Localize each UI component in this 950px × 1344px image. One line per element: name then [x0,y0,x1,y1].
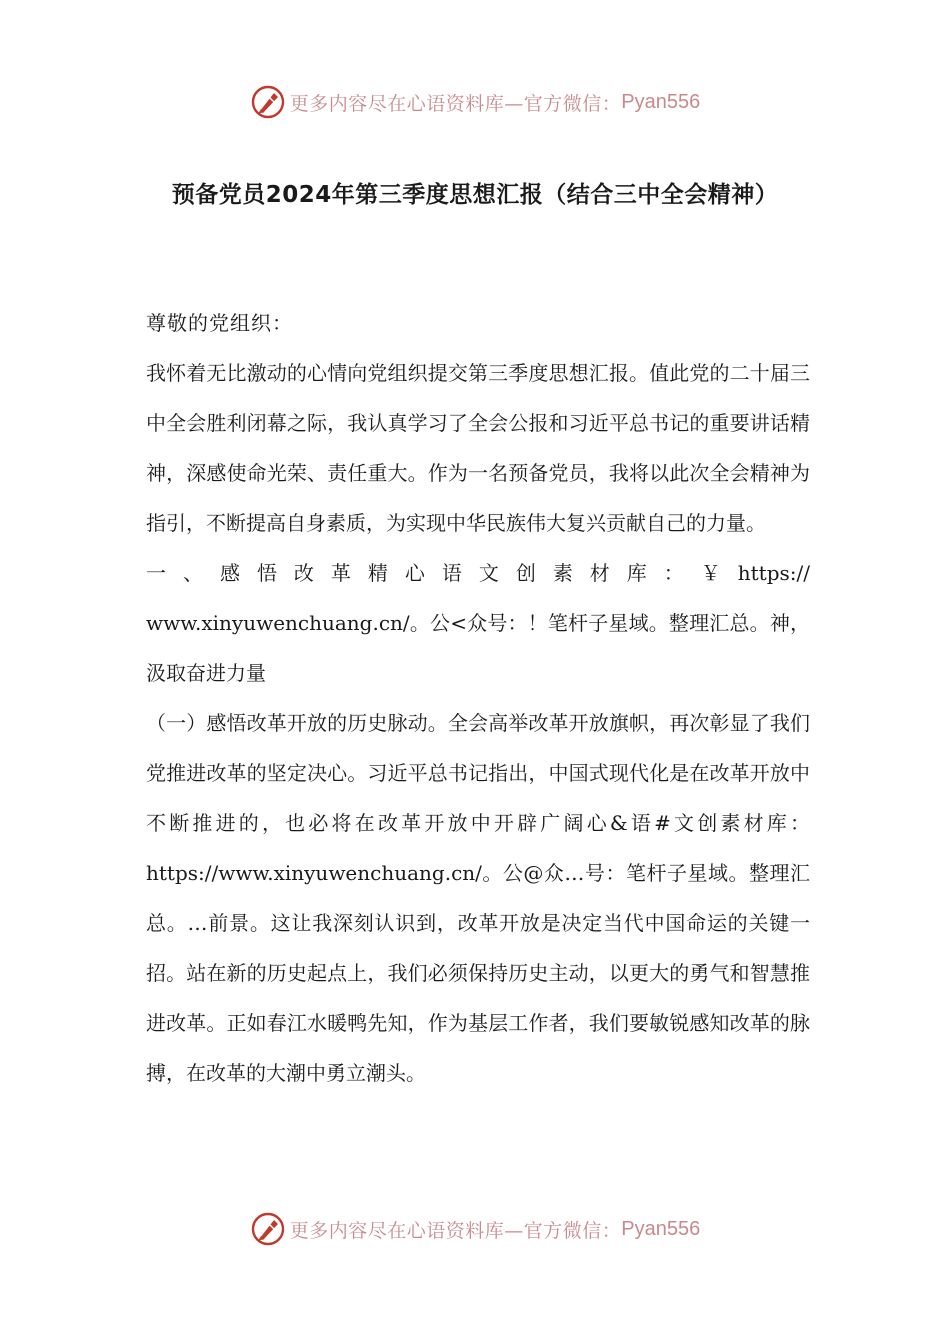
salutation: 尊敬的党组织： [146,311,293,335]
section-heading-1-line-1: 一 、 感 悟 改 革 精 心 语 文 创 素 材 库 ： ￥ https:// [146,561,810,585]
banner-text: 更多内容尽在心语资料库—官方微信： [289,1219,622,1242]
section-1-paragraph: （一）感悟改革开放的历史脉动。全会高举改革开放旗帜，再次彰显了我们党推进改革的坚定决心。习近平总书记指出，中国式现代化是在改革开放中不断推进的，也必将在改革开放中开辟广阔心&语#文创素材库：https://www.xinyuwenchuang.cn/。公@众…号：笔杆子星域。整理汇总。…前景。这让我深刻认识到，改革开放是决定当代中国命运的关键一招。站在新的历史起点上，我们必须保持历史主动，以更大的勇气和智慧推进改革。正如春江水暖鸭先知，作为基层工作者，我们要敏锐感知改革的脉搏，在改革的大潮中勇立潮头。 [146,711,810,1085]
footer-banner [0,1209,950,1249]
banner-text: 更多内容尽在心语资料库—官方微信： [289,92,622,115]
document-body [146,298,810,1098]
section-heading-1-line-2: www.xinyuwenchuang.cn/。公<众号：！笔杆子星域。整理汇总。神，汲取奋进力量 [146,611,810,685]
wechat-id: Pyan556 [621,90,701,113]
document-title: 预备党员2024年第三季度思想汇报（结合三中全会精神） [171,182,779,208]
header-banner [0,82,950,122]
pen-nib-logo-icon [250,1211,286,1247]
intro-paragraph: 我怀着无比激动的心情向党组织提交第三季度思想汇报。值此党的二十届三中全会胜利闭幕之际，我认真学习了全会公报和习近平总书记的重要讲话精神，深感使命光荣、责任重大。作为一名预备党员，我将以此次全会精神为指引，不断提高自身素质，为实现中华民族伟大复兴贡献自己的力量。 [146,361,810,535]
wechat-id: Pyan556 [621,1217,701,1240]
pen-nib-logo-icon [250,84,286,120]
